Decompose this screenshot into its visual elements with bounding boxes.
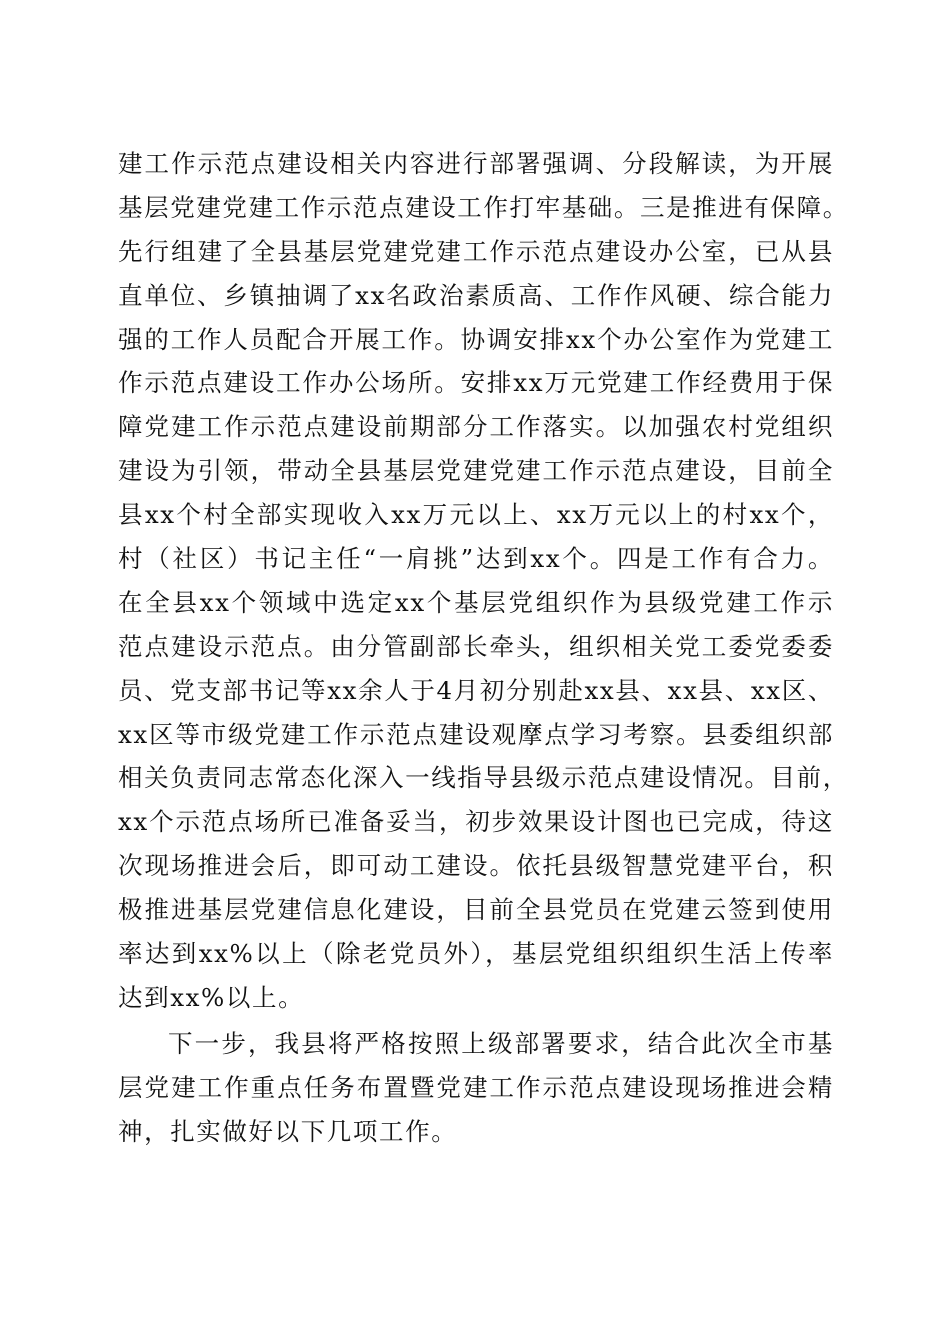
- text-line: 极推进基层党建信息化建设，目前全县党员在党建云签到使用: [118, 895, 834, 925]
- paragraph-progress-report: [118, 142, 849, 1020]
- text-line: 达到xx%以上。: [118, 982, 305, 1012]
- text-line: 障党建工作示范点建设前期部分工作落实。以加强农村党组织: [118, 412, 834, 442]
- text-line: 强的工作人员配合开展工作。协调安排xx个办公室作为党建工: [118, 324, 834, 354]
- text-line: 作示范点建设工作办公场所。安排xx万元党建工作经费用于保: [118, 368, 834, 398]
- text-line: xx个示范点场所已准备妥当，初步效果设计图也已完成，待这: [118, 807, 834, 837]
- text-line: 率达到xx%以上（除老党员外），基层党组织组织生活上传率: [118, 939, 834, 969]
- text-line: 直单位、乡镇抽调了xx名政治素质高、工作作风硬、综合能力: [118, 280, 834, 310]
- text-line: 神，扎实做好以下几项工作。: [118, 1116, 458, 1146]
- text-line: 村（社区）书记主任“一肩挑”达到xx个。四是工作有合力。: [118, 544, 834, 574]
- text-line: 在全县xx个领域中选定xx个基层党组织作为县级党建工作示: [118, 587, 834, 617]
- text-line: 建工作示范点建设相关内容进行部署强调、分段解读，为开展: [118, 149, 834, 178]
- text-line: 县xx个村全部实现收入xx万元以上、xx万元以上的村xx个，: [118, 500, 834, 530]
- text-line: 基层党建党建工作示范点建设工作打牢基础。三是推进有保障。: [118, 192, 849, 222]
- text-line: xx区等市级党建工作示范点建设观摩点学习考察。县委组织部: [118, 719, 834, 749]
- text-line: 员、党支部书记等xx余人于4月初分别赴xx县、xx县、xx区、: [118, 675, 834, 705]
- text-line: 层党建工作重点任务布置暨党建工作示范点建设现场推进会精: [118, 1072, 834, 1102]
- text-line: 相关负责同志常态化深入一线指导县级示范点建设情况。目前，: [118, 763, 849, 793]
- text-line: 范点建设示范点。由分管副部长牵头，组织相关党工委党委委: [118, 631, 834, 661]
- text-line: 下一步，我县将严格按照上级部署要求，结合此次全市基: [168, 1028, 834, 1058]
- text-line: 先行组建了全县基层党建党建工作示范点建设办公室，已从县: [118, 236, 834, 266]
- text-line: 建设为引领，带动全县基层党建党建工作示范点建设，目前全: [118, 456, 834, 486]
- text-line: 次现场推进会后，即可动工建设。依托县级智慧党建平台，积: [118, 851, 834, 881]
- paragraph-next-steps: [118, 1022, 834, 1154]
- document-body: [118, 142, 849, 1153]
